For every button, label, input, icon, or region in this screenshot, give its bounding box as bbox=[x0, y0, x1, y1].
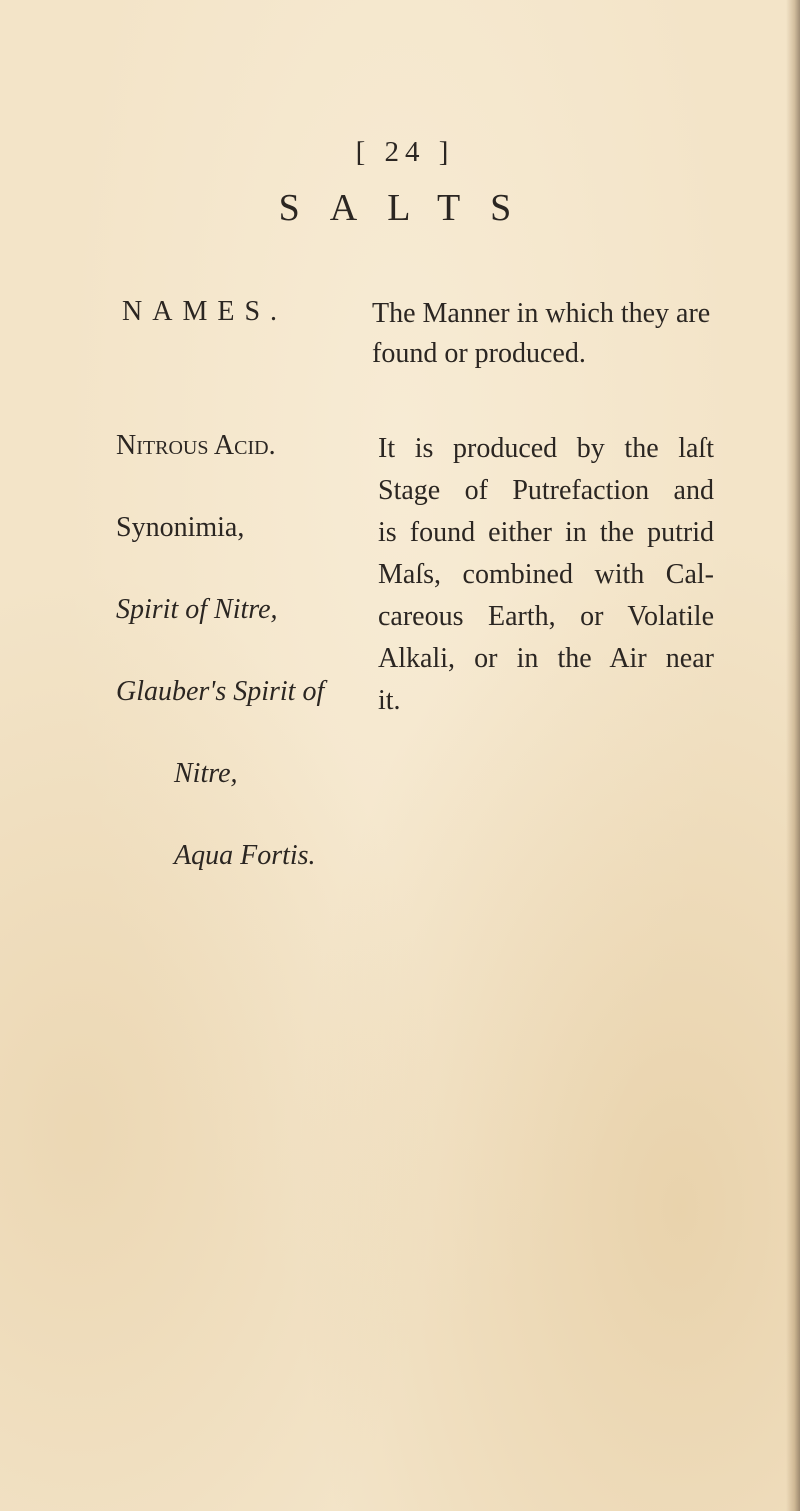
name-entry-nitre: Nitre, bbox=[174, 758, 238, 789]
manner-description bbox=[378, 428, 714, 722]
description-line: is found either in the putrid bbox=[378, 517, 714, 548]
page-number: [ 24 ] bbox=[355, 136, 455, 168]
description-line: It is produced by the laſt bbox=[378, 433, 714, 464]
section-title: SALTS bbox=[278, 187, 542, 229]
description-line: Stage of Putrefaction and bbox=[378, 475, 714, 506]
names-column-heading: NAMES. bbox=[122, 296, 288, 327]
name-entry-spirit-of-nitre: Spirit of Nitre, bbox=[116, 594, 278, 625]
description-line: Maſs, combined with Cal- bbox=[378, 559, 714, 590]
name-entry-aqua-fortis: Aqua Fortis. bbox=[174, 840, 316, 871]
description-line: careous Earth, or Volatile bbox=[378, 601, 714, 632]
description-line: Alkali, or in the Air near bbox=[378, 643, 714, 674]
name-entry-synonimia: Synonimia, bbox=[116, 512, 245, 543]
name-entry-glaubers-spirit: Glauber's Spirit of bbox=[116, 676, 325, 707]
manner-column-heading: The Manner in which they are found or produced. bbox=[372, 298, 711, 369]
name-entry-nitrous-acid: Nitrous Acid. bbox=[116, 430, 276, 461]
names-list bbox=[116, 426, 356, 918]
description-line: it. bbox=[378, 685, 401, 716]
